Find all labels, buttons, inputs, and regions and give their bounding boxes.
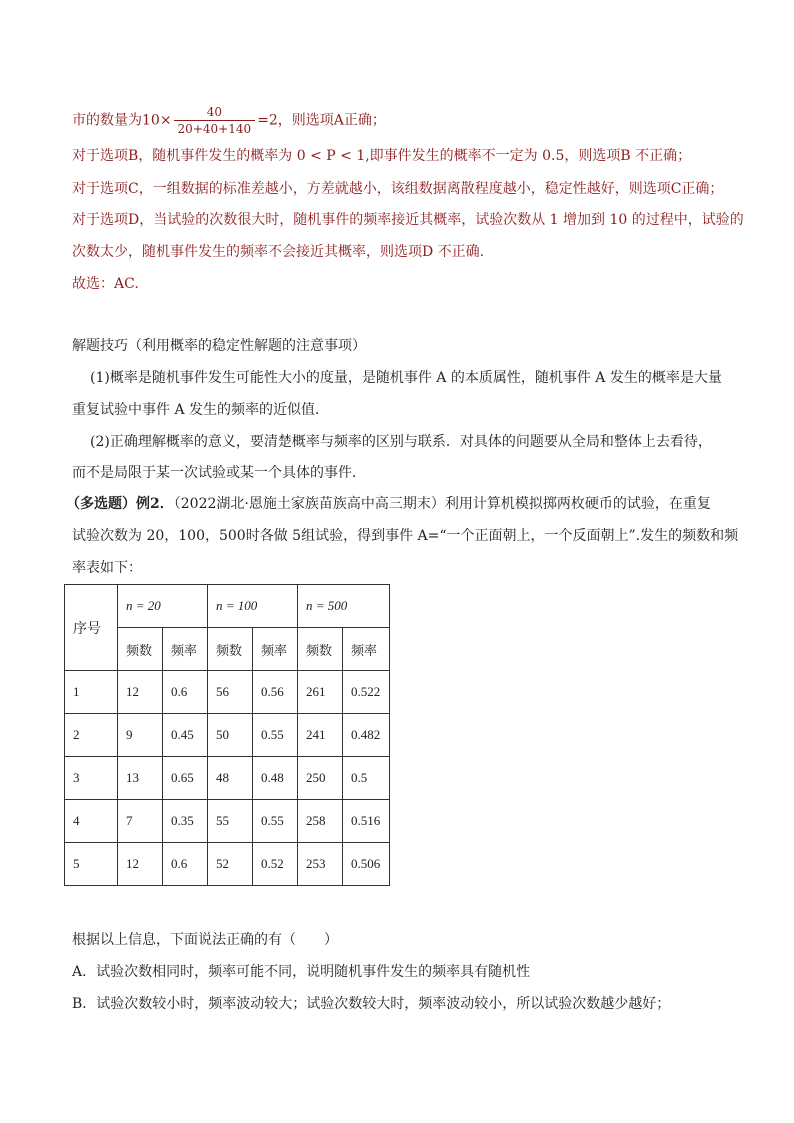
table-cell: 0.516 <box>343 800 390 843</box>
sub-header: 频数 <box>298 628 343 671</box>
table-cell: 4 <box>65 800 118 843</box>
fraction-denominator: 20+40+140 <box>177 122 252 136</box>
table-cell: 0.48 <box>253 757 298 800</box>
group-header-3: n = 500 <box>298 585 390 628</box>
table-cell: 250 <box>298 757 343 800</box>
table-cell: 56 <box>208 671 253 714</box>
table-cell: 7 <box>118 800 163 843</box>
table-cell: 12 <box>118 843 163 886</box>
solution-line-2: 对于选项B，随机事件发生的概率为 0 < P < 1,即事件发生的概率不一定为 0.5，则选项B 不正确； <box>72 148 692 164</box>
solution-line-1-pre: 市的数量为10× <box>72 112 172 129</box>
table-cell: 0.482 <box>343 714 390 757</box>
table-cell: 0.6 <box>163 843 208 886</box>
table-cell: 0.5 <box>343 757 390 800</box>
question-line: 根据以上信息，下面说法正确的有（ ） <box>72 932 338 948</box>
tips-title: 解题技巧（利用概率的稳定性解题的注意事项） <box>72 338 366 354</box>
tip-2-line-a: (2)正确理解概率的意义，要清楚概率与频率的区别与联系．对具体的问题要从全局和整体上去看待， <box>90 434 712 450</box>
example-tag: （多选题） <box>66 496 136 512</box>
table-row <box>65 800 390 843</box>
table-cell: 0.65 <box>163 757 208 800</box>
table-cell: 0.35 <box>163 800 208 843</box>
group-header-1: n = 20 <box>118 585 208 628</box>
table-cell: 241 <box>298 714 343 757</box>
sub-header: 频数 <box>118 628 163 671</box>
table-cell: 55 <box>208 800 253 843</box>
table-cell: 0.522 <box>343 671 390 714</box>
table-cell: 3 <box>65 757 118 800</box>
example-line-3: 率表如下： <box>72 560 142 576</box>
table-cell: 50 <box>208 714 253 757</box>
sub-header: 频率 <box>163 628 208 671</box>
fraction-numerator: 40 <box>174 104 256 121</box>
table-row <box>65 757 390 800</box>
sub-header: 频数 <box>208 628 253 671</box>
example-label: 例2． <box>136 496 174 512</box>
frequency-table <box>64 584 390 886</box>
table-cell: 261 <box>298 671 343 714</box>
table-cell: 9 <box>118 714 163 757</box>
table-cell: 258 <box>298 800 343 843</box>
table-cell: 0.506 <box>343 843 390 886</box>
table-row <box>65 671 390 714</box>
table-cell: 13 <box>118 757 163 800</box>
table-cell: 2 <box>65 714 118 757</box>
table-row <box>65 843 390 886</box>
fraction <box>174 104 256 137</box>
solution-line-1 <box>72 104 386 137</box>
table-header-row-1 <box>65 585 390 628</box>
table-cell: 0.6 <box>163 671 208 714</box>
table-row <box>65 714 390 757</box>
table-cell: 52 <box>208 843 253 886</box>
table-cell: 0.56 <box>253 671 298 714</box>
solution-line-3: 对于选项C，一组数据的标准差越小，方差就越小，该组数据离散程度越小，稳定性越好，则选项C正确； <box>72 181 724 197</box>
tip-1-line-b: 重复试验中事件 A 发生的频率的近似值． <box>72 402 330 418</box>
sub-header: 频率 <box>253 628 298 671</box>
option-b: B．试验次数较小时，频率波动较大；试验次数较大时，频率波动较小，所以试验次数越少越好； <box>72 996 671 1012</box>
table-cell: 1 <box>65 671 118 714</box>
table-cell: 0.45 <box>163 714 208 757</box>
example-line-1 <box>66 494 711 514</box>
table-cell: 0.55 <box>253 800 298 843</box>
solution-line-4: 对于选项D，当试验的次数很大时，随机事件的频率接近其概率，试验次数从 1 增加到 10 的过程中，试验的 <box>72 212 744 228</box>
option-a: A．试验次数相同时，频率可能不同，说明随机事件发生的频率具有随机性 <box>72 964 531 980</box>
answer-line: 故选：AC. <box>72 276 139 292</box>
table-cell: 48 <box>208 757 253 800</box>
tip-2-line-b: 而不是局限于某一次试验或某一个具体的事件． <box>72 465 366 481</box>
example-text-1: （2022湖北·恩施土家族苗族高中高三期末）利用计算机模拟掷两枚硬币的试验，在重复 <box>173 496 711 512</box>
seq-header: 序号 <box>65 585 118 671</box>
group-header-2: n = 100 <box>208 585 298 628</box>
tip-1-line-a: (1)概率是随机事件发生可能性大小的度量，是随机事件 A 的本质属性，随机事件 A 发生的概率是大量 <box>90 370 722 386</box>
table-cell: 253 <box>298 843 343 886</box>
table-cell: 0.52 <box>253 843 298 886</box>
solution-line-1-post: =2，则选项A正确； <box>257 112 386 129</box>
table-cell: 12 <box>118 671 163 714</box>
solution-line-5: 次数太少，随机事件发生的频率不会接近其概率，则选项D 不正确. <box>72 244 485 260</box>
table-cell: 5 <box>65 843 118 886</box>
example-line-2: 试验次数为 20，100，500时各做 5组试验，得到事件 A=“一个正面朝上，一个反面朝上”.发生的频数和频 <box>72 528 739 544</box>
table-cell: 0.55 <box>253 714 298 757</box>
sub-header: 频率 <box>343 628 390 671</box>
